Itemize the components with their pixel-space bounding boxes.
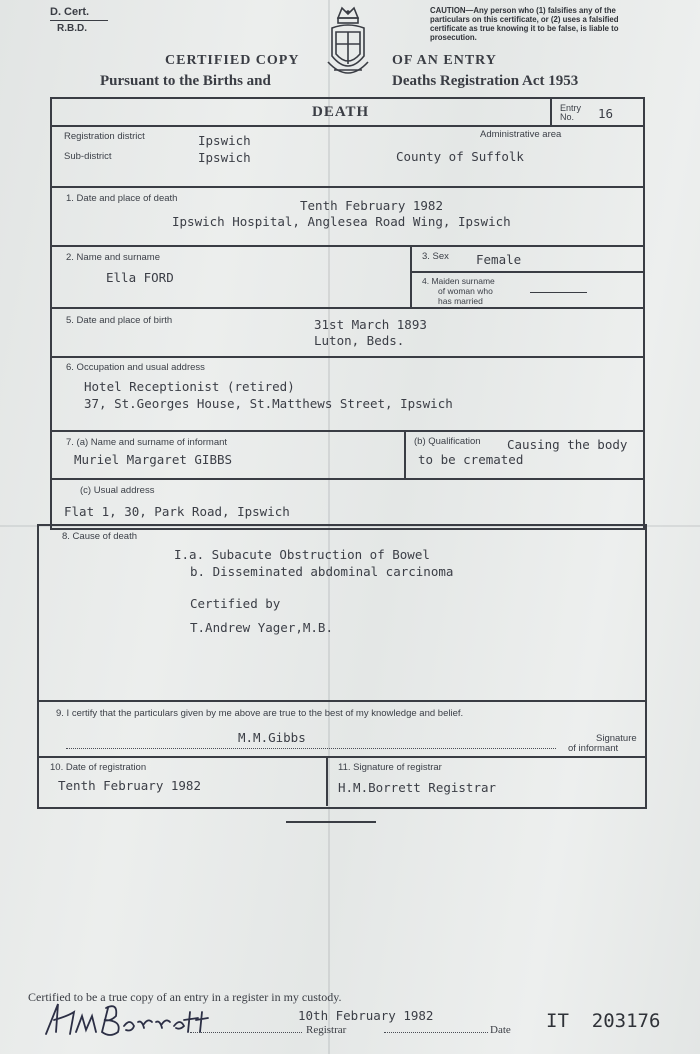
rule [50, 478, 643, 480]
place-of-birth: Luton, Beds. [314, 333, 405, 348]
qualification-line-1: Causing the body [507, 437, 628, 452]
field-4-label-3: has married [438, 296, 483, 306]
field-3-label: 3. Sex [422, 251, 449, 262]
footer-date-value: 10th February 1982 [298, 1008, 434, 1023]
registration-district-label: Registration district [64, 131, 145, 142]
rule [50, 356, 643, 358]
sex-value: Female [476, 252, 522, 267]
rule [410, 245, 412, 307]
administrative-area-label: Administrative area [480, 129, 562, 140]
certificate-type: DEATH [312, 104, 370, 120]
title-left: CERTIFIED COPY [165, 53, 300, 68]
subtitle-left: Pursuant to the Births and [100, 73, 271, 89]
cause-of-death-line-2: b. Disseminated abdominal carcinoma [190, 564, 454, 579]
field-2-label: 2. Name and surname [66, 252, 160, 263]
certified-by-label: Certified by [190, 596, 281, 611]
field-1-label: 1. Date and place of death [66, 193, 178, 204]
usual-address-value: 37, St.Georges House, St.Matthews Street, Ipswich [84, 396, 453, 411]
form-code: D. Cert. [50, 6, 90, 18]
sub-district-label: Sub-district [64, 151, 112, 162]
field-6-label: 6. Occupation and usual address [66, 362, 205, 373]
informant-signature: M.M.Gibbs [238, 730, 306, 745]
entry-number: 16 [598, 106, 614, 121]
deceased-name: Ella FORD [106, 270, 174, 285]
cause-of-death-line-1: I.a. Subacute Obstruction of Bowel [174, 547, 430, 562]
date-label: Date [490, 1024, 511, 1036]
registration-district-value: Ipswich [198, 133, 251, 148]
signature-label-2: of informant [568, 743, 619, 754]
informant-name: Muriel Margaret GIBBS [74, 452, 233, 467]
rule [37, 700, 645, 702]
occupation-value: Hotel Receptionist (retired) [84, 379, 295, 394]
registrar-signature-typed: H.M.Borrett Registrar [338, 780, 497, 795]
field-9-label: 9. I certify that the particulars given by me above are true to the best of my knowledge and belief. [56, 708, 464, 719]
rule [50, 125, 643, 127]
field-10-label: 10. Date of registration [50, 762, 147, 773]
certified-true-copy-text: Certified to be a true copy of an entry in a register in my custody. [28, 990, 342, 1004]
registrar-dotted-line [190, 1032, 302, 1033]
field-4-label-2: of woman who [438, 286, 493, 296]
field-7c-label: (c) Usual address [80, 485, 155, 496]
field-5-label: 5. Date and place of birth [66, 315, 173, 326]
field-11-label: 11. Signature of registrar [338, 762, 442, 773]
informant-address: Flat 1, 30, Park Road, Ipswich [64, 504, 290, 519]
field-4-label-1: 4. Maiden surname [422, 276, 495, 286]
date-of-death: Tenth February 1982 [300, 198, 443, 213]
subtitle-right: Deaths Registration Act 1953 [392, 73, 579, 89]
rule [50, 307, 643, 309]
title-right: OF AN ENTRY [392, 53, 497, 68]
maiden-surname-dash [530, 292, 587, 293]
serial-number: IT 203176 [546, 1010, 661, 1032]
certifying-doctor: T.Andrew Yager,M.B. [190, 620, 333, 635]
royal-crest-icon [320, 4, 376, 93]
rule [37, 756, 645, 758]
place-of-death: Ipswich Hospital, Anglesea Road Wing, Ipswich [172, 214, 511, 229]
registrar-handwritten-signature [40, 994, 210, 1047]
rule [50, 186, 643, 188]
end-rule [286, 821, 376, 823]
field-7b-label: (b) Qualification [414, 436, 481, 447]
rule [410, 271, 643, 273]
rule [50, 245, 643, 247]
form-code-rule [50, 20, 108, 21]
registrar-label: Registrar [306, 1024, 347, 1036]
rule [404, 430, 406, 478]
rule [550, 97, 552, 127]
rule [326, 756, 328, 806]
date-dotted-line [384, 1032, 488, 1033]
entry-label: Entry No. [560, 103, 582, 122]
form-code-2: R.B.D. [57, 23, 87, 34]
caution-notice: CAUTION—Any person who (1) falsifies any of the particulars on this certificate, or (2) uses a falsified certificate as true knowing it to be false, is liable to prosecution. [430, 6, 619, 42]
field-8-label: 8. Cause of death [62, 531, 137, 542]
date-of-registration: Tenth February 1982 [58, 778, 201, 793]
sub-district-value: Ipswich [198, 150, 251, 165]
signature-dotted-line [66, 748, 556, 749]
date-of-birth: 31st March 1893 [314, 317, 427, 332]
qualification-line-2: to be cremated [418, 452, 524, 467]
administrative-area-value: County of Suffolk [396, 149, 524, 164]
rule [50, 430, 643, 432]
field-7a-label: 7. (a) Name and surname of informant [66, 437, 228, 448]
signature-label-1: Signature [596, 733, 637, 744]
